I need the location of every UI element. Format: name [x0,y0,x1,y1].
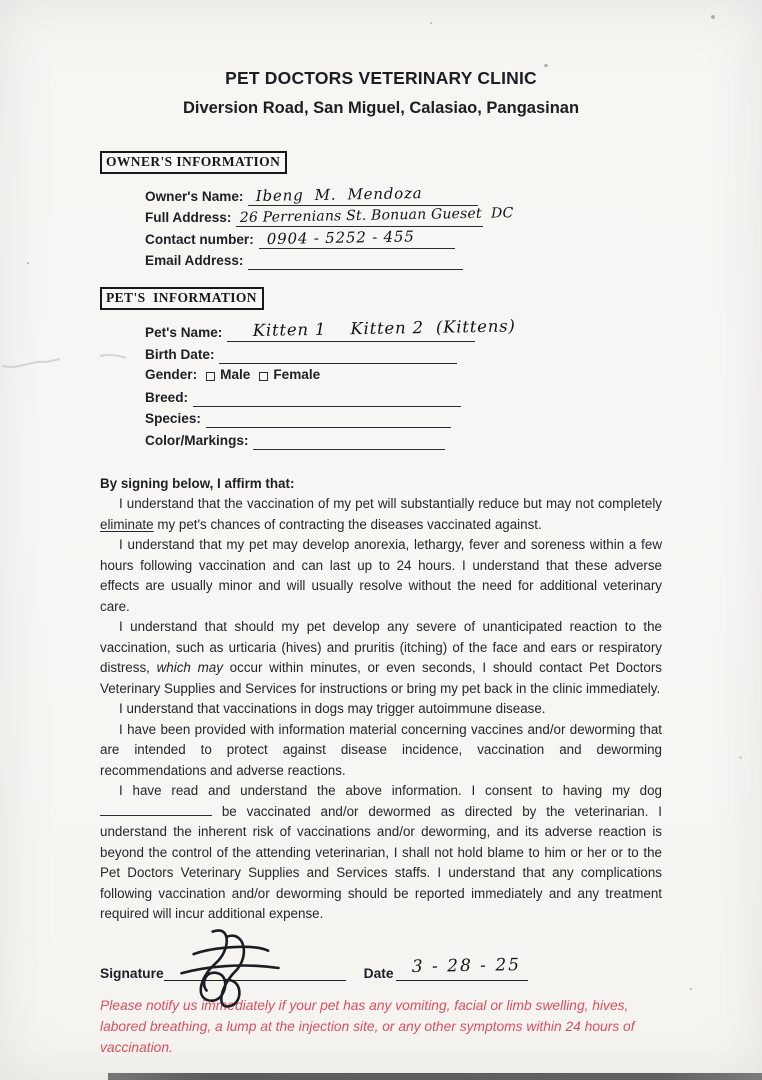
pet-name-row [145,316,517,342]
affirmation-paragraph-6 [100,781,662,925]
pet-color-label: Color/Markings: [145,432,249,448]
owner-fields [145,184,662,270]
scan-speck [711,15,715,19]
owner-contact-line [259,227,455,249]
male-checkbox [206,372,215,381]
owner-contact-handwriting: 0904 - 5252 - 455 [266,227,415,248]
affirmation-heading: By signing below, I affirm that: [100,475,295,491]
date-line [396,955,528,981]
p6-text: I have read and understand the above information. I consent to having my dog [119,783,662,799]
owner-address-label: Full Address: [145,210,232,226]
scan-speck [544,64,548,67]
date-handwriting: 3 - 28 - 25 [411,955,521,977]
scan-speck [122,1006,124,1008]
pet-name-line [227,316,517,342]
pet-breed-label: Breed: [145,389,189,405]
affirmation-paragraph-5: I have been provided with information material concerning vaccines and/or deworming that are intended to protect against disease incidence, vaccination and deworming recommendations and adverse reactions. [100,721,662,778]
clinic-name: PET DOCTORS VETERINARY CLINIC [225,68,537,88]
owner-address-line [236,205,514,228]
owner-contact-label: Contact number: [145,231,254,247]
p1-text: I understand that the vaccination of my pet will substantially reduce but may not completely [119,496,662,512]
pet-species-line [206,407,451,429]
owner-name-handwriting: Ibeng M. Mendoza [256,183,424,205]
pet-color-row [145,428,445,450]
pet-section-heading: PET'S INFORMATION [100,287,264,310]
pet-birthdate-label: Birth Date: [145,346,215,362]
affirmation-paragraph-2: I understand that my pet may develop anorexia, lethargy, fever and soreness within a few hours following vaccination and can last up to 24 hours. I understand that these adverse effects are usually minor and will usually resolve without the need for additional veterinary care. [100,537,662,614]
affirmation-section [100,474,662,925]
signature-row [100,955,662,981]
p3-italic-words: which may [156,660,223,676]
scan-speck [430,22,432,24]
owner-name-row [145,184,478,206]
owner-contact-row [145,227,455,249]
owner-email-line [248,249,463,271]
affirmation-paragraph-4: I understand that vaccinations in dogs may trigger autoimmune disease. [119,701,546,717]
owner-email-row [145,249,463,271]
owner-section-heading: OWNER'S INFORMATION [100,151,287,174]
p3-text: I understand that should my pet develop any severe of unanticipated reaction to the vaccination, such as urticaria (hives) and pruritis (itching) of the face and ears or respiratory distress, [100,619,662,676]
male-label: Male [220,367,251,383]
clinic-address: Diversion Road, San Miguel, Calasiao, Pangasinan [182,99,580,117]
owner-name-label: Owner's Name: [145,188,244,204]
pet-gender-label: Gender: [145,367,198,383]
signature-line [164,958,346,981]
p1-underlined-word: eliminate [100,516,154,532]
pet-species-row [145,407,451,429]
p3-text-end: occur within minutes, or even seconds, I should contact Pet Doctors Veterinary Supplies and Services for instructions or bring my pet back in the clinic immediately. [100,660,662,696]
pet-breed-row [145,385,461,407]
scan-speck [739,756,742,759]
pet-species-label: Species: [145,411,201,427]
p6-text-end: be vaccinated and/or dewormed as directed by the veterinarian. I understand the inherent risk of vaccinations and/or deworming, and its adverse reaction is beyond the control of the attending veterinarian, I shall not hold blame to him or her or to the Pet Doctors Veterinary Supplies and Services staffs. I understand that any complications following vaccination and/or deworming should be reported immediately and any treatment required will incur additional expense. [100,803,662,922]
owner-name-line [248,184,478,206]
affirmation-paragraph-3 [100,617,662,699]
pet-fields [145,316,662,450]
date-label: Date [363,965,394,981]
form-header [0,0,762,118]
pencil-mark-artifact [0,346,130,376]
owner-email-label: Email Address: [145,253,244,269]
owner-address-handwriting: 26 Perrenians St. Bonuan Gueset DC [240,205,514,227]
pet-breed-line [193,385,461,407]
pet-birthdate-line [219,342,457,364]
pet-gender-row [145,364,662,386]
signature-scribble [178,920,282,1016]
post-vaccination-notice: Please notify us immediately if your pet has any vomiting, facial or limb swelling, hives, labored breathing, a lump at the injection site, or any other symptoms within 24 hours of vaccination. [100,997,635,1055]
pet-name-label: Pet's Name: [145,324,223,340]
female-label: Female [273,367,321,383]
pet-birthdate-row [145,342,457,364]
dog-name-blank [100,803,212,816]
affirmation-paragraph-1 [100,494,662,535]
scan-edge-artifact [108,1073,762,1080]
pet-color-line [253,428,445,450]
scan-speck [690,988,692,990]
female-checkbox [259,372,268,381]
scan-speck [27,262,29,264]
owner-address-row [145,205,514,228]
pet-name-handwriting: Kitten 1 Kitten 2 (Kittens) [252,316,517,340]
p1-text-end: my pet's chances of contracting the diseases vaccinated against. [153,516,542,532]
signature-label: Signature [100,965,164,981]
